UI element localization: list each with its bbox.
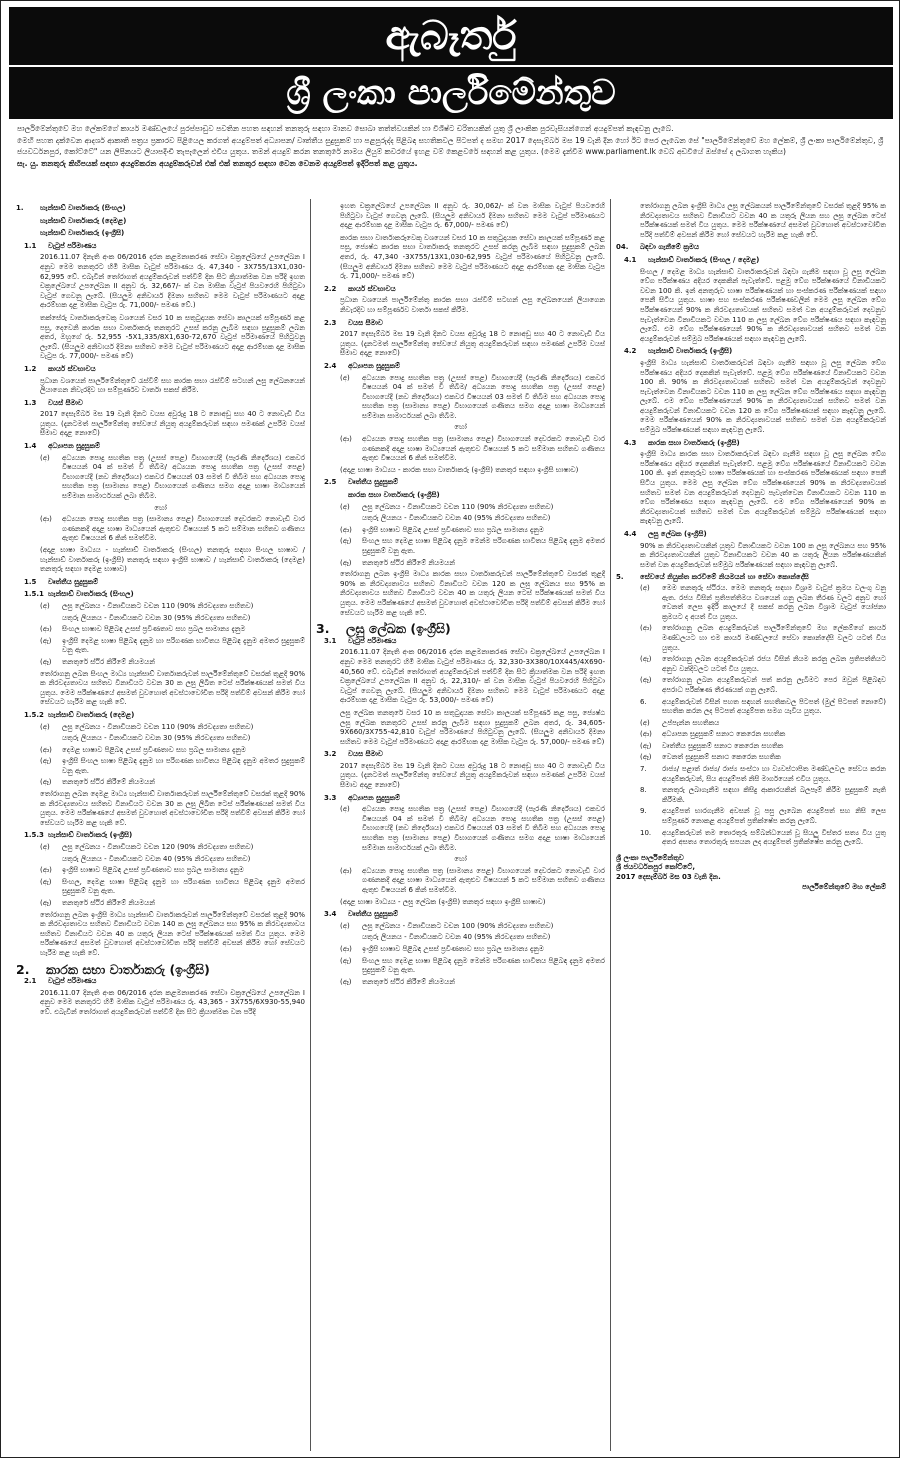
list-item: යතුරු ලියනය - විනාඩියකට වචන 40 (95% නිරවද්‍යතා සහිතව) [362, 514, 551, 523]
numbered-clause: 8. තනතුරු ලබාගැනීම සඳහා කිසිදු ආකාරයකින් බලපෑම් කිරීම සුදුසුකම් නැති කිරීමකි. [640, 786, 886, 804]
list-item: (අ) මෙම තනතුරු ස්ථිරය. මෙම තනතුරු සඳහා විශ්‍රාම වැටුප් ක්‍රමය වලංගු වනු ඇත. රජය විසින් ප්‍රතිපත්තිමය වශයෙන් ගනු ලබන තීරණ වලට අනුව හෝ වෙනත් ලෙස ඉදිරි කාලයේ දී සකස් කරනු ලබන විශ්‍රාම වැටුප් යෝජනා ක්‍රමයට ද අයත් විය යුතුය. [640, 583, 886, 621]
subsection-2-1: 2.1 වැටුප් පරිමාණය [24, 977, 97, 986]
header-subtitle: ශ්‍රී ලංකා පාර්ලිමේන්තුව [9, 67, 893, 119]
section-1-heading [16, 204, 305, 214]
paragraph: ඉංග්‍රීසි මාධ්‍ය කාරක සභා වාර්තාකරුවන් බඳවා ගැනීම සඳහා වූ ලසු ලේඛන වේග පරීක්ෂණය අදියර දෙකකින් පැවැත්වේ. පළමු වේග පරීක්ෂණයේ විනාඩියකට වචන 100 කි. ඉන් අනතුරුව භාෂා පරීක්ෂණයක් හා සංස්කරණ පරීක්ෂණයක් සඳහා පෙනී සිටිය යුතුය. මෙම ලසු ලේඛන වේග පරීක්ෂණයෙන් 90% ක නිරවද්‍යතාවයක් සහිතව සමත් වන අයදුම්කරුවන් දෙවනුව පැවැත්වෙන විනාඩියකට වචන 110 ක වේග පරීක්ෂණය සඳහා කැඳවනු ලැබේ. එම වේග පරීක්ෂණයෙන් 90% ක නිරවද්‍යතාවයක් සහිතව සමත් වන අයදුම්කරුවන් සම්මුඛ පරීක්ෂණයක් සඳහා කැඳවනු ලැබේ. [640, 450, 886, 526]
paragraph: (අදාළ භාෂා මාධ්‍යය - ලඝු ලේඛක (ඉංග්‍රීසි) තනතුර සඳහා ඉංග්‍රීසි භාෂාව) [340, 897, 546, 906]
list-item: (අ) ලඝු ලේඛනය - විනාඩියකට වචන 100 (90% නිරවද්‍යතා සහිතව) [340, 921, 554, 930]
list-item: (ඈ) වෙනත් සුදුසුකම් සනාථ කෙරෙන සහතික [640, 753, 781, 762]
subsection-2-5-heading: කාරක සභා වාර්තාකරු (ඉංග්‍රීසි) [348, 491, 440, 500]
paragraph: ප්‍රධාන වශයෙන් පාර්ලිමේන්තු කාරක සභා රැස්වීම් සටහන් ලසු ලේඛනයෙන් ලියාගෙන නිවැරදිව හා සම්පූර්ණව වාර්තා සකස් කිරීම. [340, 296, 605, 314]
intro-paragraph-2: මෙහි පහත දක්වෙන ආදර්ශ ආකෘති පත්‍රය ප්‍රකාරව පිළියෙල කරගත් අයදුම්පත් අධ්‍යාපන/ වෘත්තීය සුදුසුකම් හා පළපුරුද්ද පිළිබඳ සහතිකවල පිටපත් ද සමඟ 2017 දෙසැම්බර් මස 19 වැනි දින හෝ ඊට පෙර ලැබෙන සේ "පාර්ලිමේන්තුවේ මහ ලේකම්, ශ්‍රී ලංකා පාර්ලිමේන්තුව, ශ්‍රී ජයවර්ධනපුර, කෝට්ටේ" යන ලිපිනයට ලියාපදිංචි තැපෑලෙන් එවිය යුතුය. තමන් අයදුම් කරන තනතුරේ නාමය ලියුම් කවරයේ ඉහළ වම් කෙළවරේ සඳහන් කළ යුතුය. (මෙම දැන්වීම www.parliament.lk වෙබ් අඩවියේ ඔස්සේ ද ලබාගත හැකිය) [17, 136, 884, 156]
subsection-3-2: 3.2 වයස සීමාව [324, 750, 383, 759]
content-columns [11, 199, 891, 1451]
paragraph: තක්සේරු වාර්තාකරුවෙකු වශයෙන් වසර 10 ක සතුටුදායක සේවා කාලයක් සම්පූර්ණ කළ පසු, දෙවෙනි කාරක සභා වාර්තාකරු තනතුරට උසස් කරනු ලැබීම සඳහා සුදුසුකම් ලබන අතර, ඔහුගේ රු. 52,955 -5X1,335/8X1,630-72,670 වැටුප් පරිමාණයේ පිහිටුවනු ලැබේ. (සියලුම අනිවාර්ය දීමනා සහිතව මෙම වැටුප් පරිමාණයට අදාළ ආරම්භක දළ මාසික වැටුප රු. 77,000/- පමණ වේ) [40, 313, 305, 361]
list-item: (ඇ) සිංහල සහ දෙමළ භාෂා පිළිබඳ දැනුම මෙන්ම පරිගණක භාවිතය පිළිබඳ දැනුම අමතර සුදුසුකම් වනු ඇත. [340, 537, 605, 555]
section-5-heading: 5. සේවයේ නියුක්ත කරවීමේ නියමයන් හා සේවා කොන්දේසි [616, 573, 809, 582]
paragraph: (අදාළ භාෂා මාධ්‍යය - කාරක සභා වාර්තාකරු (ඉංග්‍රීසි) තනතුර සඳහා ඉංග්‍රීසි භාෂාව) [340, 465, 579, 474]
intro-note: සැ. යු. තනතුරු කිහිපයක් සඳහා අයදුම්කරන අයදුම්කරුවන් එක් එක් තනතුර සඳහා වෙන වෙනම අයදුම්පත් ඉදිරිපත් කළ යුතුය. [17, 159, 418, 168]
numbered-clause: 10. අයදුම්කරුවන් තම තොරතුරු සම්බන්ධයෙන් වූ සියලු විස්තර සත්‍ය විය යුතු අතර අසත්‍ය තොරතුරු සපයන ලද අයදුම්පත් ප්‍රතික්ෂේප කරනු ලැබේ. [640, 828, 886, 847]
paragraph: තෝරාගනු ලබන ඉංග්‍රීසි මාධ්‍ය හැන්සාඩ් වාර්තාකරුවන් පාර්ලිමේන්තුවේ වසරක් තුළදී 90% ක නිරවද්‍යතාවය සහිතව විනාඩියට වචන 140 ක ලඝු ලේඛනය සහ 95% ක නිරවද්‍යතාවය සහිතව විනාඩියට වචන 40 ක යතුරු ලියන ටෙස් පරීක්ෂණයක් සමත් විය යුතුය. මෙම පරීක්ෂණයේ අසමත් වුවහොත් අවස්ථාවෝචිත පරිදි පත්වීම් අවසන් කිරීම හෝ සේවයට හැරීම කළ හැකි වේ. [40, 910, 305, 957]
list-item: (ආ) අධ්‍යයන පොදු සහතික පත්‍ර (සාමාන්‍ය පෙළ) විභාගයෙන් දෙවරකට නොවැඩි වාර ගණනකදී අදාළ භාෂා මාධ්‍යයෙන් ඇතුළුව විෂයයන් 5 කට සම්මාන සහිතව ගණිතය ඇතුළු විෂයයන් 6 කින් සමත්වීම. [40, 515, 305, 543]
list-item: (ආ) අධ්‍යයන පොදු සහතික පත්‍ර (සාමාන්‍ය පෙළ) විභාගයෙන් දෙවරකට නොවැඩි වාර ගණනකදී අදාළ භාෂා මාධ්‍යයෙන් ඇතුළුව විෂයයන් 5 කට සම්මාන සහිතව ගණිතය ඇතුළු විෂයයන් 6 කින් සමත්වීම. [340, 866, 605, 894]
paragraph: ප්‍රධාන වශයෙන් පාර්ලිමේන්තුවේ රැස්වීම් සහ කාරක සභා රැස්වීම් සටහන් ලසු ලේඛනයෙන් ලියාගෙන නිවැරදිව හා සම්පූර්ණව වාර්තා සකස් කිරීම. [40, 376, 305, 395]
section-3-heading: 3. ලඝු ලේඛක (ඉංග්‍රීසි) [316, 621, 451, 637]
subsection-2-4: 2.4 අධ්‍යාපන සුදුසුකම් [324, 361, 401, 370]
paragraph: 2016.11.07 දිනැති අංක 06/2016 දරන කළමනාකරණ සේවා චක්‍රලේඛයේ උපලේඛන I අනුව මෙම තනතුරට හිමි මාසික වැටුප් පරිමාණය රු. 47,340 - 3X755/13X1,030-62,995 වේ. එබැවින් තෝරාගත් අයදුම්කරුවන් පත්වීම් දින සිට ක්‍රියාත්මක වන පරිදි ඉහත චක්‍රලේඛයේ උපලේඛන II අනුව රු. 32,667/- ක් වන මාසික වැටුප් පියවරෙහි පිහිටුවා වැටුප් ගෙවනු ලැබේ. (සියලුම අනිවාර්ය දීමනා සහිතව මෙම වැටුප් පරිමාණයට අදාළ ආරම්භක දළ මාසික වැටුප රු. 71,000/- පමණ වේ.) [40, 253, 305, 310]
list-item: (ඇ) වෘත්තීය සුදුසුකම් සනාථ කෙරෙන සහතික [640, 741, 784, 750]
list-item: (අ) අධ්‍යයන පොදු සහතික පත්‍ර (උසස් පෙළ) විභාගයේදී (පැරණි නිර්දේශය) එකවර විෂයයන් 04 ක් සමත් වී තිබීම/ අධ්‍යයන පොදු සහතික පත්‍ර (උසස් පෙළ) විභාගයේදී (නව නිර්දේශය) එකවර විෂයයන් 03 සමත් වී තිබීම සහ අධ්‍යයන පොදු සහතික පත්‍ර (සාමාන්‍ය පෙළ) විභාගයෙන් ගණිතය සමග අදාළ භාෂා මාධ්‍යයෙන් සම්මාන සාමාර්ථයක් ලබා තිබීම. [340, 805, 605, 852]
list-item: (අ) ලඝු ලේඛනය - විනාඩියකට වචන 120 (90% නිරවද්‍යතා සහිතව) [40, 843, 254, 852]
paragraph: 2017 දෙසැම්බර් මස 19 වැනි දිනට වයස අවුරුදු 18 ට නොඅඩු සහ 40 ට නොවැඩි විය යුතුය. (දැනටමත් පාර්ලිමේන්තු සේවයේ නියුතු අයදුම්කරුවන් සඳහා පමණක් උපරිම වයස් සීමාව අදාළ නොවේ) [40, 410, 305, 438]
list-item: (අ) ලඝු ලේඛනය - විනාඩියකට වචන 110 (90% නිරවද්‍යතා සහිතව) [40, 601, 254, 610]
subsection-1-5: 1.5 වෘත්තීය සුදුසුකම් [24, 577, 99, 586]
numbered-clause: 9. අයදුම්පත් භාරගැනීම අවසන් වූ පසු ලැබෙන අයදුම්පත් සහ නිසි ලෙස සම්පූර්ණ නොකළ අයදුම්පත් ප්‍රතික්ෂේප කරනු ලැබේ. [640, 807, 886, 826]
section-title: හැන්සාඩ් වාර්තාකරු (සිංහල) [40, 204, 126, 212]
paragraph: කාරක සභා වාර්තාකරුවෙකු වශයෙන් වසර 10 ක සතුටුදායක සේවා කාලයක් සම්පූර්ණ කළ පසු, ජ්‍යෙෂ්ඨ කාරක සභා වාර්තාකරු තනතුරට උසස් කරනු ලැබීම සඳහා සුදුසුකම් ලබන අතර, රු. 47,340 -3X755/13X1,030-62,995 වැටුප් පරිමාණයේ පිහිටුවනු ලැබේ. (සියලුම අනිවාර්ය දීමනා සහිතව මෙම වැටුප් පරිමාණයට අදාළ ආරම්භක දළ මාසික වැටුප රු. 71,000/- පමණ වේ) [340, 233, 605, 281]
subsection-1-5-3: 1.5.3 හැන්සාඩ් වාර්තාකරු (ඉංග්‍රීසි) [24, 831, 133, 840]
numbered-clause: 7. රාජ්‍ය/ පළාත් රාජ්‍ය/ රාජ්‍ය සංස්ථා හා ව්‍යවස්ථාපිත මණ්ඩලවල සේවය කරන අයදුම්කරුවන්, සිය අයදුම්පත් නිසි මාර්ගයෙන් එවිය යුතුය. [640, 765, 886, 783]
subsection-4-1: 4.1 හැන්සාඩ් වාර්තාකරු (සිංහල / දෙමළ) [624, 255, 760, 264]
subsection-1-1: 1.1 වැටුප් පරිමාණය [24, 241, 97, 250]
list-item: යතුරු ලියනය - විනාඩියකට වචන 40 (95% නිරවද්‍යතා සහිතව) [62, 854, 251, 863]
list-item: (අ) උප්පැන්න සහතිකය [640, 718, 720, 727]
or-separator: හෝ [454, 423, 467, 432]
subsection-1-5-2: 1.5.2 හැන්සාඩ් වාර්තාකරු (දෙමළ) [24, 710, 135, 719]
subsection-4-2: 4.2 හැන්සාඩ් වාර්තාකරු (ඉංග්‍රීසි) [624, 347, 733, 356]
list-item: (ආ) සිංහල භාෂාව පිළිබඳ උසස් ප්‍රවීණතාව සහ ප්‍රබල සාමාන්‍ය දැනුම [40, 625, 246, 634]
subsection-4-3: 4.3 කාරක සභා වාර්තාකරු (ඉංග්‍රීසි) [624, 438, 740, 447]
signature-org: ශ්‍රී ලංකා පාර්ලිමේන්තුව [616, 853, 684, 862]
paragraph: 2016.11.07 දිනැති අංක 06/2016 දරන කළමනාකරණ සේවා චක්‍රලේඛයේ උපලේඛන I අනුව මෙම තනතුරට හිමි මාසික වැටුප් පරිමාණය රු. 32,330-3X380/10X445/4X690-40,560 වේ. එබැවින් තෝරාගත් අයදුම්කරුවන් පත්වීම් දින සිට ක්‍රියාත්මක වන පරිදි ඉහත චක්‍රලේඛයේ උපලේඛන II අනුව රු. 22,310/- ක් වන මාසික වැටුප් පියවරෙහි පිහිටුවා වැටුප් ගෙවනු ලැබේ. (සියලුම අනිවාර්ය දීමනා සහිතව මෙම වැටුප් පරිමාණයට අදාළ ආරම්භක දළ මාසික වැටුප රු. 53,000/- පමණ වේ) [340, 648, 605, 705]
list-item: (ඇ) ඉංග්‍රීසි දෙමළ භාෂා පිළිබඳ දැනුම හා පරිගණක භාවිතය පිළිබඳ දැනුම අමතර සුදුසුකම් වනු ඇත. [40, 636, 305, 655]
header-title: ඇබෑර්තු [9, 7, 893, 65]
list-item: (ඇ) ඉංග්‍රීසි සිංහල භාෂා පිළිබඳ දැනුම හා පරිගණක භාවිතය පිළිබඳ දැනුම අමතර සුදුසුකම් වනු ඇත. [40, 757, 305, 775]
column-3 [611, 199, 891, 1451]
list-item: (ඈ) තනතුරේ ස්ථිර කිරීමේ නියමයන් [40, 778, 155, 787]
list-item: (අ) අධ්‍යයන පොදු සහතික පත්‍ර (උසස් පෙළ) විභාගයේදී (පැරණි නිර්දේශය) එකවර විෂයයන් 04 ක් සමත් වී තිබීම/ අධ්‍යයන පොදු සහතික පත්‍ර (උසස් පෙළ) විභාගයේදී (නව නිර්දේශය) එකවර විෂයයන් 03 සමත් වී තිබීම සහ අධ්‍යයන පොදු සහතික පත්‍ර (සාමාන්‍ය පෙළ) විභාගයෙන් ගණිතය සමග අදාළ භාෂා මාධ්‍යයෙන් සම්මාන සාමාර්ථයක් ලබා තිබීම. [340, 373, 605, 420]
list-item: (ඇ) තෝරාගනු ලබන අයදුම්කරුවන් රජය විසින් නියම කරනු ලබන ප්‍රතිපත්තියට අනුව වන්දිවලට යටත් විය යුතුය. [640, 655, 886, 673]
paragraph: තෝරාගනු ලබන සිංහල මාධ්‍ය හැන්සාඩ් වාර්තාකරුවන් පාර්ලිමේන්තුවේ වසරක් තුළදී 90% ක නිරවද්‍යතාවය සහිතව විනාඩියට වචන 30 ක ලඝු ලිඛිත ටෙස් පරීක්ෂණයක් සමත් විය යුතුය. මෙම පරීක්ෂණයේ අසමත් වුවහොත් අවස්ථාවෝචිත පරිදි පත්වීම් අවසන් කිරීම හෝ සේවයට හැරීම කළ හැකි වේ. [40, 669, 305, 707]
list-item: (ඇ) සිංහල, දෙමළ භාෂා පිළිබඳ දැනුම හා පරිගණක භාවිතය පිළිබඳ දැනුම අමතර සුදුසුකම් වනු ඇත. [40, 877, 305, 896]
section-title: හැන්සාඩ් වාර්තාකරු (ඉංග්‍රීසි) [40, 229, 125, 238]
intro [17, 123, 885, 170]
list-item: (ආ) අධ්‍යාපන සුදුසුකම් සනාථ කෙරෙන සහතික [640, 730, 786, 739]
paragraph: ඉංග්‍රීසි මාධ්‍ය හැන්සාඩ් වාර්තාකරුවන් බඳවා ගැනීම සඳහා වූ ලසු ලේඛන වේග පරීක්ෂණය අදියර දෙකකින් පැවැත්වේ. පළමු වේග පරීක්ෂණයේ විනාඩියකට වචන 100 කි. 90% ක නිරවද්‍යතාවයක් සහිතව සමත් වන අයදුම්කරුවන් දෙවනුව පැවැත්වෙන විනාඩියකට වචන 110 ක ලසු ලේඛන වේග පරීක්ෂණය සඳහා කැඳවනු ලැබේ. එම වේග පරීක්ෂණයෙන් 90% ක නිරවද්‍යතාවයක් සහිතව සමත් වන අයදුම්කරුවන් විනාඩියකට වචන 120 ක වේග පරීක්ෂණයක් සඳහා කැඳවනු ලැබේ. මෙම පරීක්ෂණයෙන් 90% ක නිරවද්‍යතාවයක් සහිතව සමත් වන අයදුම්කරුවන් සම්මුඛ පරීක්ෂණයක් සඳහා කැඳවනු ලැබේ. [640, 358, 886, 435]
section-4-heading: 04. බඳවා ගැනීමේ ක්‍රමය [616, 243, 699, 252]
or-separator: හෝ [454, 855, 467, 864]
list-item: (ඈ) තෝරාගනු ලබන අයදුම්කරුවන් පත් කරනු ලැබීමට පෙර ඔවුන් පිළිබඳව අපරාධ පරීක්ෂණ තීරණයක් ගනු ලැබේ. [640, 676, 886, 694]
list-item: (ආ) තෝරාගනු ලබන අයදුම්කරුවන් පාර්ලිමේන්තුවේ මහ ලේකම්ගේ කාර්ය මණ්ඩලයට හා එම කාර්ය මණ්ඩලයේ සේවා කොන්දේසි වලට යටත් විය යුතුය. [640, 624, 886, 652]
subsection-2-3: 2.3 වයස සීමාව [324, 318, 383, 327]
list-item: (ඈ) තනතුරේ ස්ථිර කිරීමේ නියමයන් [40, 899, 155, 907]
subsection-3-1: 3.1 වැටුප් පරිමාණය [324, 636, 397, 645]
list-item: (ඇ) සිංහල සහ දෙමළ භාෂා පිළිබඳ දැනුම මෙන්ම පරිගණක භාවිතය පිළිබඳ දැනුම අමතර සුදුසුකම් වනු ඇත. [340, 956, 605, 975]
intro-paragraph-1: පාර්ලිමේන්තුවේ මහ ලේකම්ගේ කාර්ය මණ්ඩලයේ පුරප්පාඩුව පවතින පහත සඳහන් තනතුරු සඳහා මානව සොබා තත්ත්වයකින් හා විශිෂ්ට චරිතයකින් යුතු ශ්‍රී ලාංකික පුරවැසියන්ගෙන් අයදුම්පත් කැඳවනු ලැබේ. [17, 124, 674, 133]
paragraph: තෝරාගනු ලබන ඉංග්‍රීසි මාධ්‍ය කාරක සභා වාර්තාකරුවන් පාර්ලිමේන්තුවේ වසරක් තුළදී 90% ක නිරවද්‍යතාවය සහිතව විනාඩියට වචන 120 ක ලඝු ලේඛනය සහ 95% ක නිරවද්‍යතාවය සහිතව විනාඩියට වචන 40 ක යතුරු ලියන ටෙස් පරීක්ෂණයක් සමත් විය යුතුය. මෙම පරීක්ෂණයේ අසමත් වුවහොත් අවස්ථාවෝචිත පරිදි පත්වීම් අවසන් කිරීම හෝ සේවයට හැරීම කළ හැකි වේ. [340, 570, 605, 617]
section-2-heading: 2. කාරක සභා වාර්තාකරු (ඉංග්‍රීසි) [16, 961, 210, 977]
list-item: (අ) ලඝු ලේඛනය - විනාඩියකට වචන 110 (90% නිරවද්‍යතා සහිතව) [340, 502, 554, 511]
subsection-3-3: 3.3 අධ්‍යාපන සුදුසුකම් [324, 793, 401, 802]
list-item: (ආ) ඉංග්‍රීසි භාෂාව පිළිබඳ උසස් ප්‍රවීණතාව සහ ප්‍රබල සාමාන්‍ය දැනුම [340, 944, 544, 953]
list-item: (ආ) ඉංග්‍රීසි භාෂාව පිළිබඳ උසස් ප්‍රවීණතාව සහ ප්‍රබල සාමාන්‍ය දැනුම [40, 866, 244, 875]
subsection-2-5: 2.5 වෘත්තීය සුදුසුකම් [324, 478, 399, 487]
subsection-4-4: 4.4 ලසු ලේඛක (ඉංග්‍රීසි) [624, 530, 707, 538]
paragraph: සිංහල / දෙමළ මාධ්‍ය හැන්සාඩ් වාර්තාකරුවන් බඳවා ගැනීම සඳහා වූ ලසු ලේඛන වේග පරීක්ෂණය අදියර දෙකකින් පැවැත්වේ. පළමු වේග පරීක්ෂණයේ විනාඩියකට වචන 100 කි. ඉන් අනතුරුව භාෂා පරීක්ෂණයක් හා සංස්කරණ පරීක්ෂණයක් සඳහා පෙනී සිටිය යුතුය. භාෂා සහ සංස්කරණ පරීක්ෂණවලින් මෙම ලසු ලේඛන වේග පරීක්ෂණයෙන් 90% ක නිරවද්‍යතාවයක් සහිතව සමත් වන අයදුම්කරුවන් දෙවනුව පැවැත්වෙන විනාඩියකට වචන 110 ක ලසු ලේඛන වේග පරීක්ෂණය සඳහා කැඳවනු ලැබේ. එම වේග පරීක්ෂණයෙන් 90% ක නිරවද්‍යතාවයක් සහිතව සමත් වන අයදුම්කරුවන් සම්මුඛ පරීක්ෂණයක් සඳහා කැඳවනු ලැබේ. [640, 267, 886, 343]
list-item: (අ) ලඝු ලේඛනය - විනාඩියකට වචන 110 (90% නිරවද්‍යතා සහිතව) [40, 722, 254, 731]
subsection-1-2: 1.2 කාර්ය ස්වභාවය [24, 364, 96, 373]
list-item: (ආ) අධ්‍යයන පොදු සහතික පත්‍ර (සාමාන්‍ය පෙළ) විභාගයෙන් දෙවරකට නොවැඩි වාර ගණනකදී අදාළ භාෂා මාධ්‍යයෙන් ඇතුළුව විෂයයන් 5 කට සම්මාන සහිතව ගණිතය ඇතුළු විෂයයන් 6 කින් සමත්වීම. [340, 435, 605, 463]
subsection-2-2: 2.2 කාර්ය ස්වභාවය [324, 284, 396, 293]
list-item: (ආ) දෙමළ භාෂාව පිළිබඳ උසස් ප්‍රවීණතාව සහ ප්‍රබල සාමාන්‍ය දැනුම [40, 745, 246, 754]
list-item: (අ) අධ්‍යයන පොදු සහතික පත්‍ර (උසස් පෙළ) විභාගයේදී (පැරණි නිර්දේශය) එකවර විෂයයන් 04 ක් සමත් වී තිබීම/ අධ්‍යයන පොදු සහතික පත්‍ර (උසස් පෙළ) විභාගයේදී (නව නිර්දේශය) එකවර විෂයයන් 03 සමත් වී තිබීම සහ අධ්‍යයන පොදු සහතික පත්‍ර (සාමාන්‍ය පෙළ) විභාගයෙන් ගණිතය සමග අදාළ භාෂා මාධ්‍යයෙන් සම්මාන සාමාර්ථයක් ලබා තිබීම. [40, 453, 305, 501]
list-item: (ඈ) තනතුරේ ස්ථිර කිරීමේ නියමයන් [340, 558, 455, 567]
subsection-1-3: 1.3 වයස් සීමාව [24, 398, 83, 407]
list-item: යතුරු ලියනය - විනාඩියකට වචන 30 (95% නිරවද්‍යතා සහිතව) [62, 613, 251, 622]
column-2 [311, 199, 611, 1451]
paragraph: තෝරාගනු ලබන දෙමළ මාධ්‍ය හැන්සාඩ් වාර්තාකරුවන් පාර්ලිමේන්තුවේ වසරක් තුළදී 90% ක නිරවද්‍යතාවය සහිතව විනාඩියට වචන 30 ක ලඝු ලිඛිත ටෙස් පරීක්ෂණයක් සමත් විය යුතුය. මෙම පරීක්ෂණයේ අසමත් වුවහොත් අවස්ථාවෝචිත පරිදි පත්වීම් අවසන් කිරීම හෝ සේවයට හැරීම කළ හැකි වේ. [40, 790, 306, 827]
paragraph: 2017 දෙසැම්බර් මස 19 වැනි දිනට වයස අවුරුදු 18 ට නොඅඩු සහ 40 ට නොවැඩි විය යුතුය. (දැනටමත් පාර්ලිමේන්තු සේවයේ නියුතු අයදුම්කරුවන් සඳහා පමණක් උපරිම වයස් සීමාව අදාළ නොවේ) [340, 330, 605, 358]
signature-title: පාර්ලිමේන්තුවේ මහ ලේකම් [802, 882, 886, 891]
signature-place: ශ්‍රී ජයවර්ධනපුර කෝට්ටේ, [616, 863, 695, 872]
paragraph: තෝරාගනු ලබන ඉංග්‍රීසි මාධ්‍ය ලඝු ලේඛකයන් පාර්ලිමේන්තුවේ වසරක් තුළදී 95% ක නිරවද්‍යතාවය සහිතව විනාඩියට වචන 40 ක යතුරු ලියන සහ ලඝු ලේඛන ටෙස් පරීක්ෂණයක් සමත් විය යුතුය. මෙම පරීක්ෂණයේ අසමත් වුවහොත් අවස්ථාවෝචිත පරිදි පත්වීම් අවසන් කිරීම හෝ සේවයට හැරීම කළ හැකි වේ. [640, 202, 886, 239]
column-1 [11, 199, 311, 1451]
paragraph: 90% ක නිරවද්‍යතාවයකින් යුතුව විනාඩියකට වචන 100 ක ලසු ලේඛනය සහ 95% ක නිරවද්‍යතාවයකින් යුතුව විනාඩියකට වචන 40 ක යතුරු ලියන පරීක්ෂණයකින් සමත් වන අයදුම්කරුවන් සම්මුඛ පරීක්ෂණයක් සඳහා කැඳවනු ලැබේ. [640, 541, 886, 569]
list-item: (ආ) ඉංග්‍රීසි භාෂාව පිළිබඳ උසස් ප්‍රවීණතාව සහ ප්‍රබල සාමාන්‍ය දැනුම [340, 525, 544, 534]
section-1-heading-b [16, 217, 305, 227]
list-item: (ඈ) තනතුරේ ස්ථිර කිරීමේ නියමයන් [40, 657, 155, 666]
list-item: යතුරු ලියනය - විනාඩියකට වචන 30 (95% නිරවද්‍යතා සහිතව) [62, 734, 251, 743]
paragraph: 2017 දෙසැම්බර් මස 19 වැනි දිනට වයස අවුරුදු 18 ට නොඅඩු සහ 40 ට නොවැඩි විය යුතුය. (දැනටමත් පාර්ලිමේන්තු සේවයේ නියුතු අයදුම්කරුවන් සඳහා පමණක් උපරිම වයස් සීමාව අදාළ නොවේ) [340, 761, 605, 790]
section-title: හැන්සාඩ් වාර්තාකරු (දෙමළ) [40, 216, 127, 225]
paragraph: (අදාළ භාෂා මාධ්‍යය - හැන්සාඩ් වාර්තාකරු (සිංහල) තනතුරු සඳහා සිංහල භාෂාව / හැන්සාඩ් වාර්තාකරු (ඉංග්‍රීසි) තනතුරු සඳහා ඉංග්‍රීසි භාෂාව / හැන්සාඩ් වාර්තාකරු (දෙමළ) තනතුරු සඳහා දෙමළ භාෂාව) [40, 546, 305, 574]
list-item: (ඈ) තනතුරේ ස්ථිර කිරීමේ නියමයන් [340, 977, 455, 986]
subsection-3-4: 3.4 වෘත්තීය සුදුසුකම් [324, 910, 399, 919]
paragraph: ලඝු ලේඛක තනතුරේ වසර 10 ක සතුටුදායක සේවා කාලයක් සම්පූර්ණ කළ පසු, ජ්‍යෙෂ්ඨ ලඝු ලේඛක තනතුරට උසස් කරනු ලැබීම සඳහා සුදුසුකම් ලබන අතර, රු. 34,605-9X660/3X755-42,810 වැටුප් පරිමාණයේ පිහිටුවනු ලැබේ. (සියලුම අනිවාර්ය දීමනා සහිතව මෙම වැටුප් පරිමාණයට අදාළ ආරම්භක දළ මාසික වැටුප රු. 57,000/- පමණ වේ) [340, 708, 605, 746]
section-number: 1. [16, 204, 24, 212]
list-item: යතුරු ලියනය - විනාඩියකට වචන 40 (95% නිරවද්‍යතා සහිතව) [362, 933, 551, 942]
signature-date: 2017 දෙසැම්බර් මස 03 වැනි දින. [616, 873, 721, 881]
numbered-clause: 6. අයදුම්කරුවන් විසින් පහත සඳහන් සහතිකවල පිටපත් (මුල් පිටපත් නොවේ) සහතික කරන ලද පිටපත් අයදුම්පත සමග යැවිය යුතුය. [640, 697, 886, 716]
paragraph: ඉහත චක්‍රලේඛයේ උපලේඛන II අනුව රු. 30,062/- ක් වන මාසික වැටුප් පියවරෙහි පිහිටුවා වැටුප් ගෙවනු ලැබේ. (සියලුම අනිවාර්ය දීමනා සහිතව මෙම වැටුප් පරිමාණයට අදාළ ආරම්භක දළ මාසික වැටුප රු. 67,000/- පමණ වේ) [340, 202, 605, 230]
paragraph: 2016.11.07 දිනැති අංක 06/2016 දරන කළමනාකරණ සේවා චක්‍රලේඛයේ උපලේඛන I අනුව මෙම තනතුරට හිමි මාසික වැටුප් පරිමාණය රු. 43,365 - 3X755/6X930-55,940 වේ. එබැවින් තෝරාගත් අයදුම්කරුවන් පත්වීම් දින සිට ක්‍රියාත්මක වන පරිදි [40, 988, 305, 1016]
subsection-1-4: 1.4 අධ්‍යාපන සුදුසුකම් [24, 442, 101, 451]
section-1-heading-c [16, 229, 305, 239]
subsection-1-5-1: 1.5.1 හැන්සාඩ් වාර්තාකරු (සිංහල) [24, 590, 134, 599]
or-separator: හෝ [154, 503, 167, 512]
